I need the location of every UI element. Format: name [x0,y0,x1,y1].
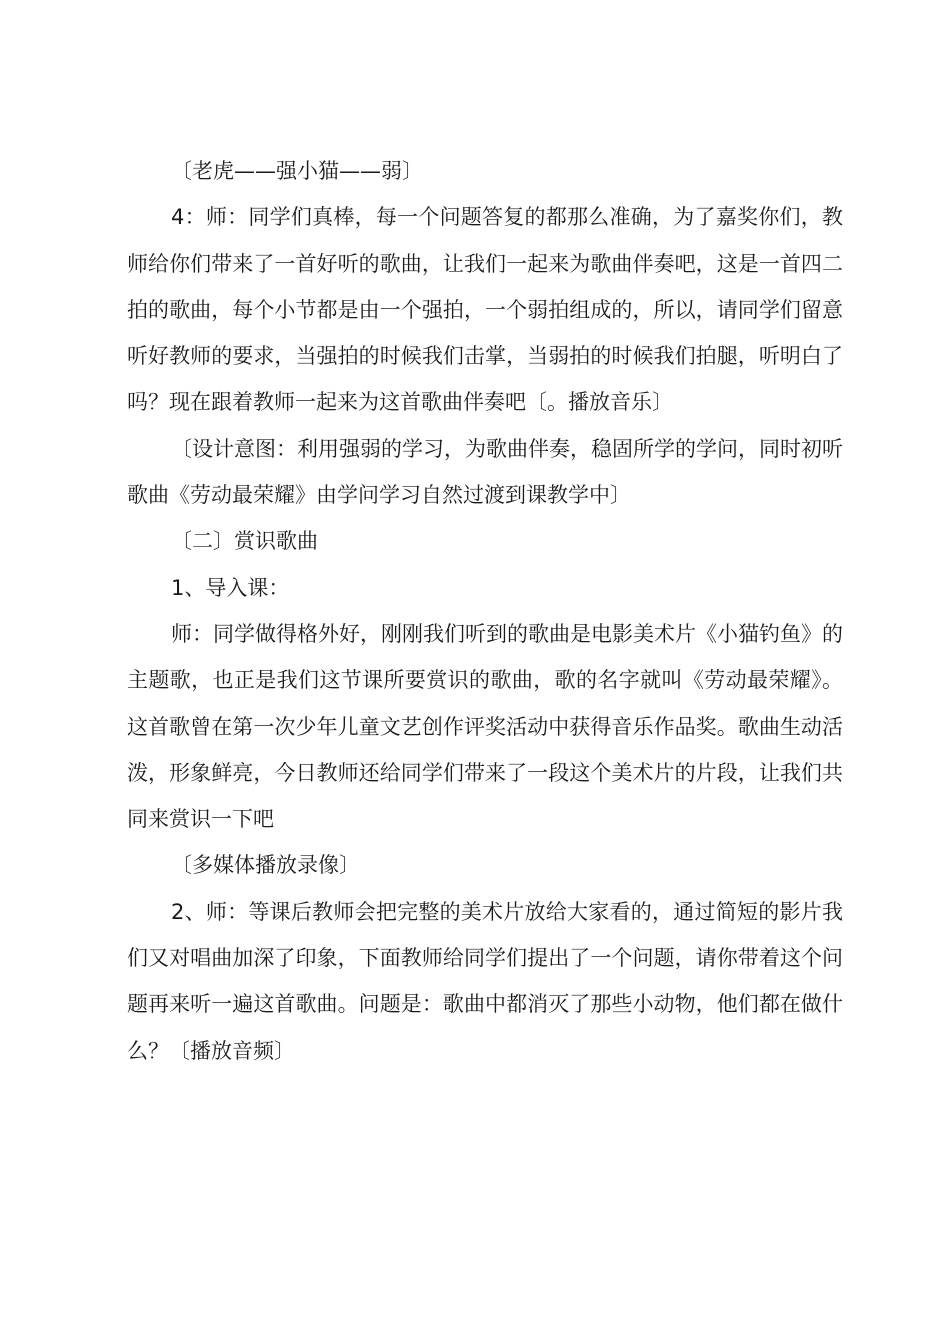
paragraph-step-2: 2、师：等课后教师会把完整的美术片放给大家看的，通过简短的影片我们又对唱曲加深了印象，下面教师给同学们提出了一个问题，请你带着这个问题再来听一遍这首歌曲。问题是：歌曲中都消灭了那些小动物，他们都在做什么？〔播放音频〕 [127,899,843,1063]
paragraph-tiger-cat: 〔老虎——强小猫——弱〕 [171,159,423,183]
paragraph-multimedia-video: 〔多媒体播放录像〕 [171,853,360,878]
section-heading-appreciate-song: 〔二〕赏识歌曲 [171,529,318,554]
subheading-introduction: 1、导入课： [171,575,290,600]
paragraph-step-4: 4：师：同学们真棒，每一个问题答复的都那么准确，为了嘉奖你们，教师给你们带来了一首好听的歌曲，让我们一起来为歌曲伴奏吧，这是一首四二拍的歌曲，每个小节都是由一个强拍，一个弱拍组成的，所以，请同学们留意听好教师的要求，当强拍的时候我们击掌，当弱拍的时候我们拍腿，听明白了吗？现在跟着教师一起来为这首歌曲伴奏吧〔。播放音乐〕 [127,205,843,415]
paragraph-teacher-intro: 师：同学做得格外好，刚刚我们听到的歌曲是电影美术片《小猫钓鱼》的主题歌，也正是我们这节课所要赏识的歌曲，歌的名字就叫《劳动最荣耀》。这首歌曾在第一次少年儿童文艺创作评奖活动中获得音乐作品奖。歌曲生动活泼，形象鲜亮，今日教师还给同学们带来了一段这个美术片的片段，让我们共同来赏识一下吧 [127,621,843,832]
paragraph-design-intent: 〔设计意图：利用强弱的学习，为歌曲伴奏，稳固所学的学问，同时初听歌曲《劳动最荣耀》由学问学习自然过渡到课教学中〕 [127,436,843,508]
document-body [127,148,843,1074]
